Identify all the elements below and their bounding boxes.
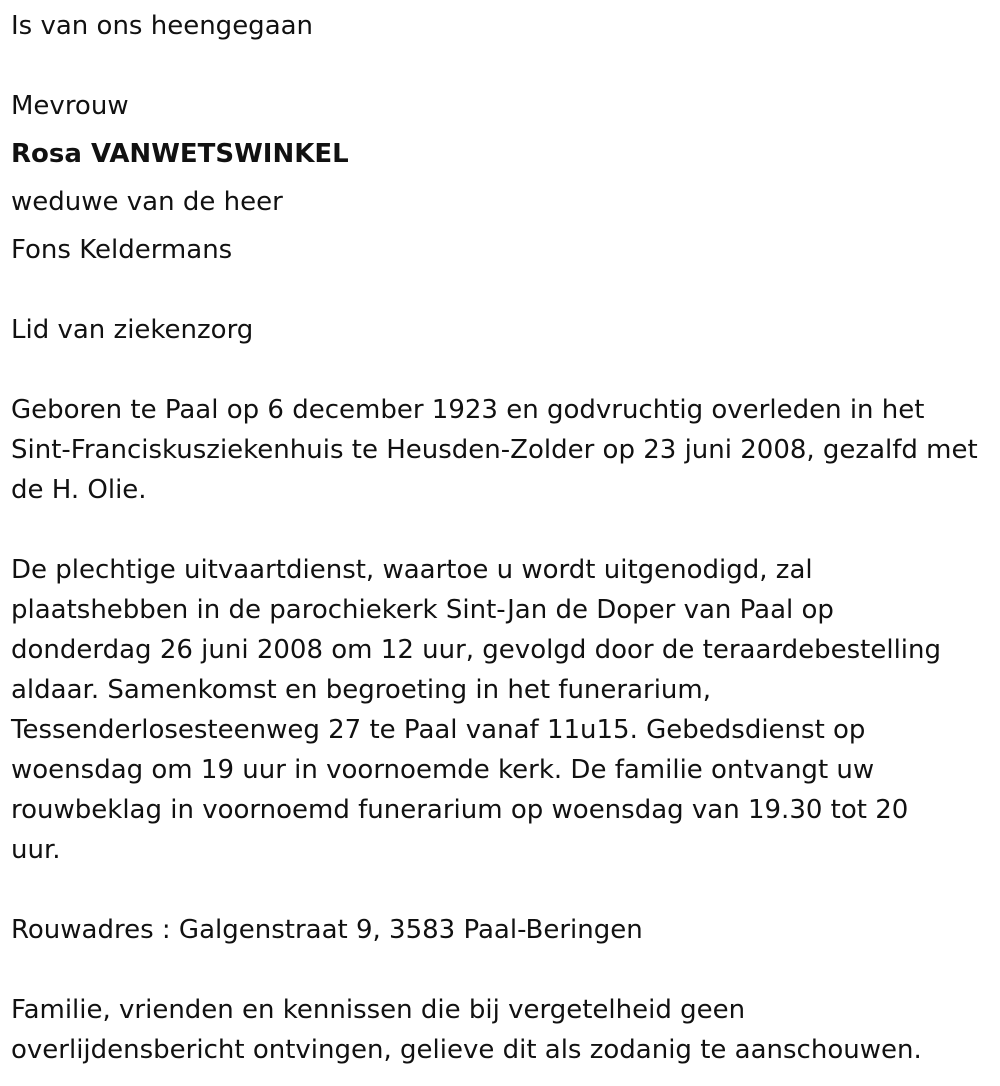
intro-text: Is van ons heengegaan — [11, 11, 314, 41]
relation-text: weduwe van de heer — [11, 187, 283, 217]
membership-text: Lid van ziekenzorg — [11, 315, 254, 345]
birth-death-paragraph — [11, 390, 996, 510]
funeral-line: Tessenderlosesteenweg 27 te Paal vanaf 11u15. Gebedsdienst op — [11, 715, 866, 745]
birth-death-line: de H. Olie. — [11, 475, 147, 505]
funeral-line: woensdag om 19 uur in voornoemde kerk. De familie ontvangt uw — [11, 755, 875, 785]
funeral-line: donderdag 26 juni 2008 om 12 uur, gevolgd door de teraardebestelling — [11, 635, 941, 665]
funeral-line: rouwbeklag in voornoemd funerarium op woensdag van 19.30 tot 20 — [11, 795, 909, 825]
title-text: Mevrouw — [11, 91, 129, 121]
funeral-line: aldaar. Samenkomst en begroeting in het funerarium, — [11, 675, 712, 705]
spouse-name: Fons Keldermans — [11, 235, 233, 265]
birth-death-line: Sint-Franciskusziekenhuis te Heusden-Zolder op 23 juni 2008, gezalfd met — [11, 435, 978, 465]
birth-death-line: Geboren te Paal op 6 december 1923 en godvruchtig overleden in het — [11, 395, 925, 425]
closing-paragraph — [11, 990, 971, 1070]
closing-line: Familie, vrienden en kennissen die bij vergetelheid geen — [11, 995, 746, 1025]
closing-line: overlijdensbericht ontvingen, gelieve dit als zodanig te aanschouwen. — [11, 1035, 922, 1065]
funeral-line: uur. — [11, 835, 61, 865]
deceased-name: Rosa VANWETSWINKEL — [11, 139, 349, 169]
funeral-line: De plechtige uitvaartdienst, waartoe u wordt uitgenodigd, zal — [11, 555, 813, 585]
funeral-line: plaatshebben in de parochiekerk Sint-Jan de Doper van Paal op — [11, 595, 834, 625]
funeral-paragraph — [11, 550, 971, 870]
mourning-address: Rouwadres : Galgenstraat 9, 3583 Paal-Beringen — [11, 915, 643, 945]
